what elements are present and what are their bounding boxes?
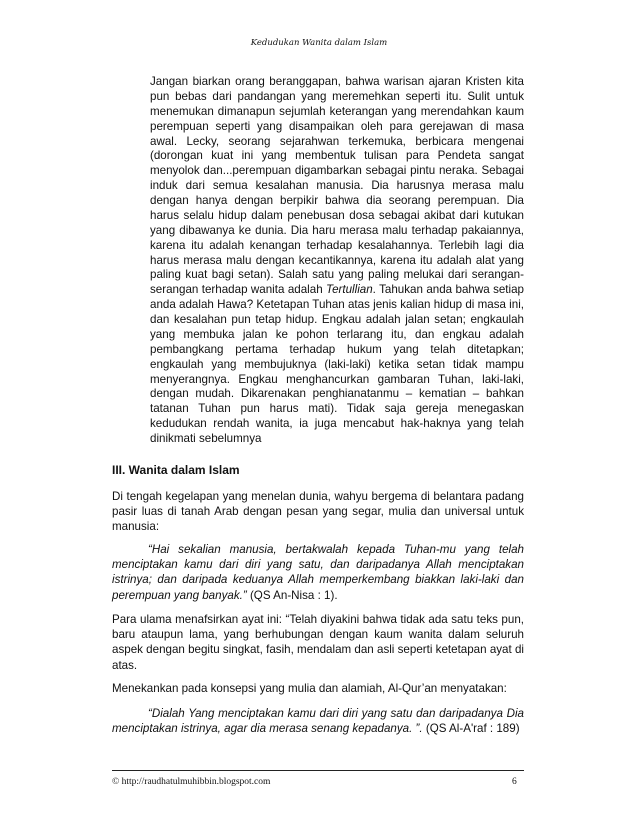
paragraph-ulama: Para ulama menafsirkan ayat ini: “Telah diyakini bahwa tidak ada satu teks pun, baru ataupun lama, yang berhubungan dengan kaum wanita dalam seluruh aspek dengan begitu singkat, fasih, mendalam dan asli seperti ketetapan ayat di atas. bbox=[112, 613, 524, 672]
paragraph-verse-an-nisa bbox=[112, 542, 524, 603]
verse-text: “Dialah Yang menciptakan kamu dari diri yang satu dan daripadanya Dia menciptakan istrinya, agar dia merasa senang kepadanya. ”. bbox=[112, 707, 524, 736]
section-heading: III. Wanita dalam Islam bbox=[112, 463, 240, 477]
paragraph-verse-al-araf bbox=[112, 706, 524, 736]
quote-text-before: Jangan biarkan orang beranggapan, bahwa warisan ajaran Kristen kita pun bebas dari pandangan yang meremehkan seperti itu. Sulit untuk menemukan dimanapun sejumlah keterangan yang merendahkan kaum perempuan seperti yang disampaikan oleh para gerejawan di masa awal. Lecky, seorang sejarahwan terkemuka, berbicara mengenai (dorongan kuat ini yang membentuk tulisan para Pendeta sangat menyolok dan...perempuan digambarkan sebagai pintu neraka. Sebagai induk dari semua kesalahan manusia. Dia harusnya merasa malu dengan hanya dengan berpikir bahwa dia seorang perempuan. Dia harus selalu hidup dalam penebusan dosa sebagai akibat dari kutukan yang dibawanya ke dunia. Dia haru merasa malu terhadap pakaiannya, karena itu adalah kenangan terhadap kesalahannya. Terlebih lagi dia harus merasa malu dengan kecantikannya, karena itu adalah alat yang paling kuat bagi setan). Salah satu yang paling melukai dari serangan-serangan terhadap wanita adalah bbox=[150, 75, 524, 297]
verse-text: “Hai sekalian manusia, bertakwalah kepada Tuhan-mu yang telah menciptakan kamu dari diri yang satu, dan daripadanya Allah menciptakan istrinya; dan daripada keduanya Allah memperkembang biakkan laki-laki dan perempuan yang banyak.” bbox=[112, 543, 524, 602]
quote-text-after: . Tahukan anda bahwa setiap anda adalah Hawa? Ketetapan Tuhan atas jenis kalian hidup di masa ini, dan kesalahan pun tetap hidup. Engkau adalah jalan setan; engkaulah yang membuka jalan ke pohon terlarang itu, dan engkau adalah pembangkang pertama terhadap hukum yang telah ditetapkan; engkaulah yang membujuknya (laki-laki) ketika setan tidak mampu menyerangnya. Engkau menghancurkan gambaran Tuhan, laki-laki, dengan mudah. Dikarenakan penghianatanmu – kematian – bahkan tatanan Tuhan pun harus mati). Tidak saja gereja menegaskan kedudukan rendah wanita, ia juga mencabut hak-haknya yang telah dinikmati sebelumnya bbox=[150, 283, 525, 445]
paragraph-intro: Di tengah kegelapan yang menelan dunia, wahyu bergema di belantara padang pasir luas di tanah Arab dengan pesan yang segar, mulia dan universal untuk manusia: bbox=[112, 490, 524, 534]
verse-reference: (QS An-Nisa : 1). bbox=[246, 588, 338, 602]
running-header: Kedudukan Wanita dalam Islam bbox=[250, 38, 388, 48]
verse-reference: (QS Al-A'raf : 189) bbox=[422, 722, 520, 736]
footer-divider bbox=[112, 770, 524, 771]
page-number: 6 bbox=[512, 777, 517, 787]
block-quote bbox=[150, 75, 524, 447]
paragraph-emphasis: Menekankan pada konsepsi yang mulia dan alamiah, Al-Qur’an menyatakan: bbox=[112, 682, 507, 695]
footer-url: © http://raudhatulmuhibbin.blogspot.com bbox=[112, 777, 271, 787]
quote-italic-name: Tertullian bbox=[326, 283, 373, 297]
